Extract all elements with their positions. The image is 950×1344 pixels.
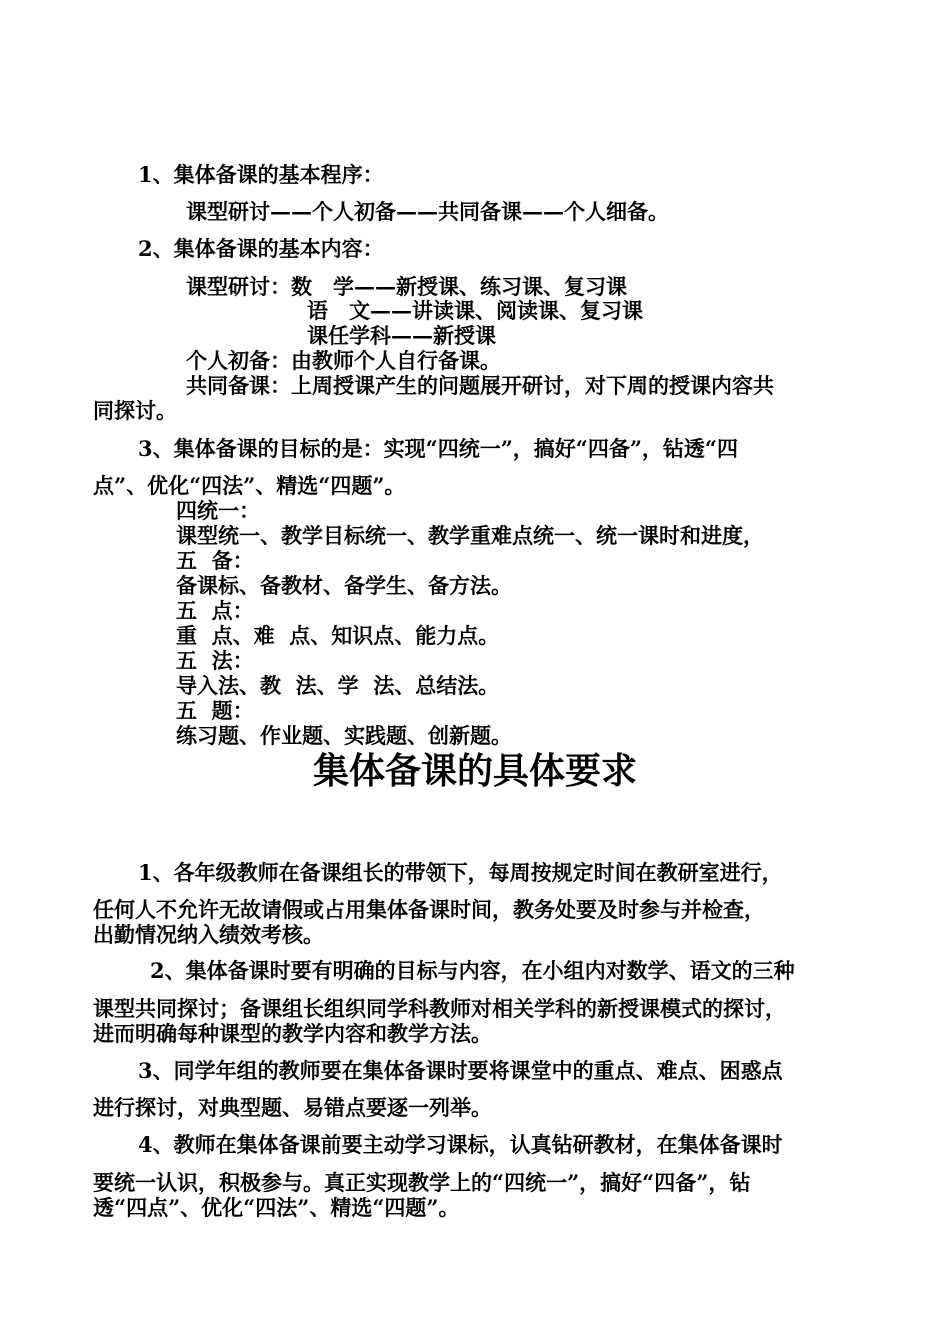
section3-item: 课型统一、教学目标统一、教学重难点统一、统一课时和进度， xyxy=(176,523,764,548)
requirement-1-line: 1、各年级教师在备课组长的带领下，每周按规定时间在教研室进行， xyxy=(138,860,783,885)
section2-line-math: 课型研讨：数 学——新授课、练习课、复习课 xyxy=(186,274,627,299)
section3-item: 导入法、教 法、学 法、总结法。 xyxy=(176,673,500,698)
requirement-4-line: 透“四点”、优化“四法”、精选“四题”。 xyxy=(93,1195,460,1220)
section3-item: 练习题、作业题、实践题、创新题。 xyxy=(176,723,512,748)
requirement-1-line: 出勤情况纳入绩效考核。 xyxy=(93,922,324,947)
section3-item: 五 点： xyxy=(176,598,254,623)
section3-item: 备课标、备教材、备学生、备方法。 xyxy=(176,573,512,598)
requirement-2-line: 2、集体备课时要有明确的目标与内容，在小组内对数学、语文的三种 xyxy=(150,958,795,983)
page-title: 集体备课的具体要求 xyxy=(312,750,637,792)
section3-item: 五 备： xyxy=(176,548,254,573)
section3-item: 五 法： xyxy=(176,648,254,673)
section2-line-joint: 共同备课：上周授课产生的问题展开研讨，对下周的授课内容共 xyxy=(186,373,774,398)
requirement-4-line: 4、教师在集体备课前要主动学习课标，认真钻研教材，在集体备课时 xyxy=(138,1132,783,1157)
requirement-4-line: 要统一认识，积极参与。真正实现教学上的“四统一”，搞好“四备”，钻 xyxy=(93,1170,751,1195)
section3-item: 四统一： xyxy=(176,498,260,523)
section3-goal-line1: 3、集体备课的目标的是：实现“四统一”，搞好“四备”，钻透“四 xyxy=(138,436,739,461)
section2-line-other: 课任学科——新授课 xyxy=(307,323,496,348)
requirement-3-line: 3、同学年组的教师要在集体备课时要将课堂中的重点、难点、困惑点 xyxy=(138,1058,783,1083)
section2-line-joint-cont: 同探讨。 xyxy=(93,398,177,423)
section2-heading: 2、集体备课的基本内容： xyxy=(138,236,384,261)
requirement-3-line: 进行探讨，对典型题、易错点要逐一列举。 xyxy=(93,1095,492,1120)
section1-procedure: 课型研讨——个人初备——共同备课——个人细备。 xyxy=(186,199,669,224)
section3-item: 重 点、难 点、知识点、能力点。 xyxy=(176,623,500,648)
section2-line-individual: 个人初备：由教师个人自行备课。 xyxy=(186,348,501,373)
requirement-1-line: 任何人不允许无故请假或占用集体备课时间，教务处要及时参与并检查， xyxy=(93,897,765,922)
section1-heading: 1、集体备课的基本程序： xyxy=(138,162,384,187)
requirement-2-line: 进而明确每种课型的教学内容和教学方法。 xyxy=(93,1021,492,1046)
section2-line-chinese: 语 文——讲读课、阅读课、复习课 xyxy=(307,298,643,323)
section3-goal-line2: 点”、优化“四法”、精选“四题”。 xyxy=(93,473,406,498)
requirement-2-line: 课型共同探讨；备课组长组织同学科教师对相关学科的新授课模式的探讨， xyxy=(93,996,786,1021)
section3-item: 五 题： xyxy=(176,698,254,723)
